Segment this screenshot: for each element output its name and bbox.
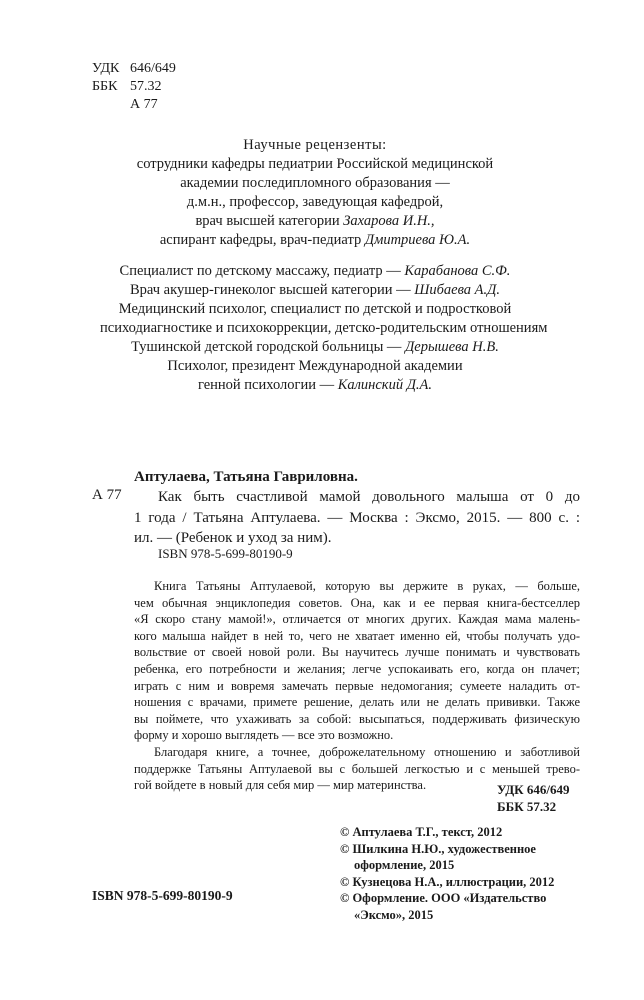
specialist-role: Врач акушер-гинеколог высшей категории — xyxy=(129,282,415,298)
specialist-line xyxy=(100,338,530,357)
annotation-line: поддержке Татьяны Аптулаевой вы с большей легкостью и с меньшей трево- xyxy=(134,761,580,776)
annotation-line: «Я скоро стану мамой!», отличается от многих других. Каждая мама малень- xyxy=(134,612,580,627)
annotation-paragraph xyxy=(134,578,580,744)
copyright-line: © Шилкина Н.Ю., художественное xyxy=(340,841,536,856)
annotation-line: вольствие от своей новой роли. Вы научитесь лучше понимать и чувствовать xyxy=(134,645,580,660)
udk-label: УДК xyxy=(92,61,120,76)
reviewer-name: Дмитриева Ю.А. xyxy=(364,232,471,248)
specialist-line: психодиагностике и психокоррекции, детско-родительским отношениям xyxy=(100,320,548,336)
specialist-line xyxy=(100,281,530,300)
copyright-line: © Кузнецова Н.А., иллюстрации, 2012 xyxy=(340,874,555,889)
isbn-bottom: ISBN 978-5-699-80190-9 xyxy=(92,888,233,903)
copyright-line: © Оформление. ООО «Издательство xyxy=(340,891,547,905)
udk-value: 646/649 xyxy=(130,61,176,76)
copyright-line: оформление, 2015 xyxy=(354,858,455,872)
catalog-desc-line: 1 года / Татьяна Аптулаева. — Москва : Эксмо, 2015. — 800 с. : xyxy=(134,509,580,526)
catalog-isbn: ISBN 978-5-699-80190-9 xyxy=(158,546,293,561)
annotation-line: кого малыша найдет в ней то, чего не хватает именно ей, чтобы получать удо- xyxy=(134,628,580,643)
annotation-line: гой войдете в новый для себя мир — мир материнства. xyxy=(134,778,427,793)
udk-code xyxy=(92,60,176,78)
author-mark: А 77 xyxy=(130,97,158,112)
specialist-name: Калинский Д.А. xyxy=(337,377,433,393)
bottom-bbk: ББК 57.32 xyxy=(497,799,557,814)
reviewers-line: д.м.н., профессор, заведующая кафедрой, xyxy=(186,194,444,210)
annotation-line: Книга Татьяны Аптулаевой, которую вы держите в руках, — больше, xyxy=(154,579,580,593)
reviewer-role: аспирант кафедры, врач-педиатр xyxy=(159,232,365,248)
annotation-line: Благодаря книге, а точнее, доброжелательному отношению и заботливой xyxy=(154,744,580,759)
catalog-desc-line: ил. — (Ребенок и уход за ним). xyxy=(134,530,332,546)
specialist-name: Дерышева Н.В. xyxy=(405,339,499,355)
copyright-block xyxy=(340,824,554,923)
annotation-line: форму и хорошо выглядеть — все это возможно. xyxy=(134,728,394,743)
specialist-name: Шибаева А.Д. xyxy=(414,282,501,298)
reviewers-line: сотрудники кафедры педиатрии Российской медицинской xyxy=(136,156,494,172)
catalog-description xyxy=(134,487,580,549)
copyright-line: © Аптулаева Т.Г., текст, 2012 xyxy=(340,825,503,839)
specialist-role: Специалист по детскому массажу, педиатр — xyxy=(119,263,405,279)
reviewers-line: академии последипломного образования — xyxy=(180,175,450,191)
reviewer-name: Захарова И.Н., xyxy=(343,213,435,229)
specialist-line xyxy=(100,376,530,395)
reviewers-line xyxy=(100,212,530,231)
specialist-line: Медицинский психолог, специалист по детской и подростковой xyxy=(118,301,512,317)
specialist-line: Психолог, президент Международной академии xyxy=(167,358,463,374)
catalog-code: А 77 xyxy=(92,487,122,503)
annotation-line: чем обычная энциклопедия советов. Она, как и ее первая книга-бестселлер xyxy=(134,595,580,610)
reviewers-line xyxy=(100,231,530,250)
specialist-line xyxy=(100,262,530,281)
bbk-label: ББК xyxy=(92,79,118,94)
specialist-role: генной психологии — xyxy=(197,377,338,393)
specialist-name: Карабанова С.Ф. xyxy=(404,263,511,279)
reviewers-block xyxy=(100,136,548,395)
specialist-role: Тушинской детской городской больницы — xyxy=(131,339,406,355)
bottom-udk: УДК 646/649 xyxy=(497,782,570,797)
annotation-line: ношения с врачами, примете решение, делать или не делать прививки. Также xyxy=(134,695,580,710)
reviewer-role: врач высшей категории xyxy=(195,213,344,229)
reviewers-heading: Научные рецензенты: xyxy=(243,137,387,153)
catalog-author: Аптулаева, Татьяна Гавриловна. xyxy=(134,469,358,485)
annotation-line: ребенка, его потребности и желания; легче успокаивать его, когда он плачет; xyxy=(134,661,580,676)
annotation xyxy=(134,578,580,794)
annotation-line: играть с ним и вовремя замечать первые недомогания; сумеете наладить от- xyxy=(134,678,580,693)
catalog-desc-line: Как быть счастливой мамой довольного малыша от 0 до xyxy=(158,489,580,505)
copyright-line: «Эксмо», 2015 xyxy=(354,907,434,922)
bottom-codes xyxy=(497,781,569,815)
annotation-line: вы поймете, что ухаживать за собой: высыпаться, поддерживать физическую xyxy=(134,711,580,726)
bbk-code xyxy=(92,78,162,96)
bbk-value: 57.32 xyxy=(130,79,162,94)
